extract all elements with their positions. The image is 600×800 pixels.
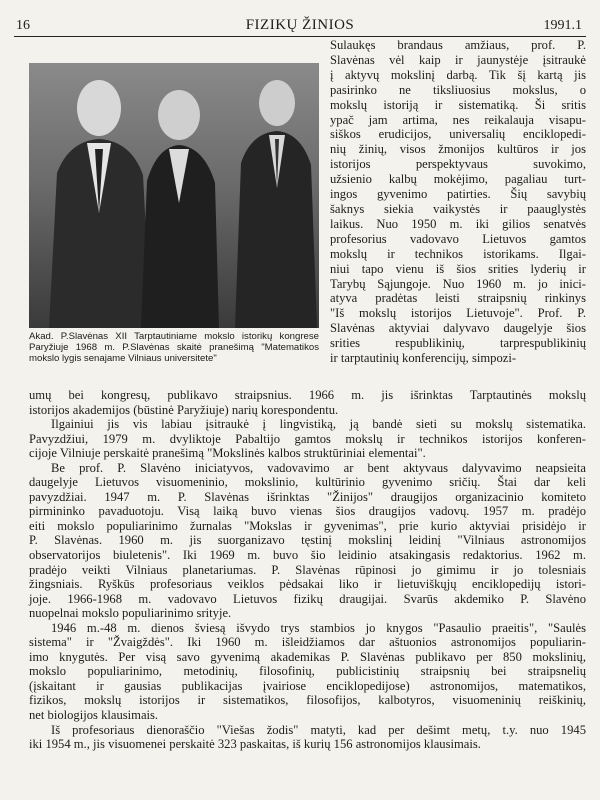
text-line: umų bei kongresų, publikavo straipsnius. 1966 m. jis išrinktas Tarptautinės mokslų	[29, 388, 586, 402]
text-line: į aktyvų mokslinį darbą. Tik šį kartą jis	[330, 67, 586, 82]
text-line: P. Slavėnas. 1960 m. jis suorganizavo tęstinį mokslinį leidinį "Vilniaus astronomijos	[29, 533, 586, 548]
text-line: pradėjo veikti Vilniaus planetariumas. P. Slavėnas rūpinosi jo gimimu ir jo tolesniais	[29, 562, 586, 577]
text-line: niui tapo vienu iš šios srities lyderių ir	[330, 261, 586, 276]
text-line: istorijos akademijos (būstinė Paryžiuje) narių korespondentu.	[29, 402, 339, 417]
body-text	[29, 388, 586, 752]
text-line: laikus. Nuo 1950 m. iki gilios senatvės	[330, 216, 586, 231]
text-line: Pavyzdžiui, 1979 m. dvyliktoje Pabaltijo gamtos mokslų ir technikos istorijos konferen-	[29, 431, 586, 446]
text-line: eiti mokslo populiarinimo žurnalas "Mokslas ir gyvenimas", prie kurio aktyviai prisidėjo ir	[29, 518, 586, 533]
text-line: pavyzdžiai. 1947 m. P. Slavėnas išrinktas "Žinijos" draugijos organizacinio komiteto	[29, 489, 586, 504]
text-line: siškos erudicijos, universalių enciklopedi-	[330, 127, 586, 142]
text-line: Slavėnas vėl kaip ir jaunystėje įsitraukė	[330, 52, 586, 67]
text-line: pasirinko ne tiksliuosius mokslus, o	[330, 82, 586, 97]
text-line: Slavėnas aktyviai dalyvavo daugelyje šios	[330, 321, 586, 336]
text-line: sistema" ir "Žvaigždės". Iki 1960 m. išleidžiamos dar aštuonios astronomijos populiarin-	[29, 635, 586, 650]
text-line: nių žinių, visos žmonijos kultūros ir jos	[330, 142, 586, 157]
text-line: fizikos, mokslų istorijos ir sistematikos, filosofijos, kalbotyros, visuomeninių reiškinių,	[29, 693, 586, 708]
photo-illustration	[29, 63, 319, 328]
text-line: šaknys siekia vaikystės ir paauglystės	[330, 201, 586, 216]
text-line: mokslų istoriją ir sistematiką. Ši sritis	[330, 97, 586, 112]
page-number: 16	[16, 18, 30, 33]
text-line: 1946 m.-48 m. dienos šviesą išvydo trys stambios jo knygos "Pasaulio praeitis", "Saulės	[51, 620, 586, 635]
text-line: Sulaukęs brandaus amžiaus, prof. P.	[330, 38, 586, 52]
right-column-text	[330, 38, 586, 366]
issue-number: 1991.1	[543, 18, 582, 33]
text-line: joje. 1966-1968 m. vadovavo Lietuvos fizikų draugijai. Svarūs akdemiko P. Slavėno	[29, 591, 586, 606]
page-header	[14, 16, 586, 37]
text-line: net biologijos klausimais.	[29, 708, 159, 723]
photo-caption: Akad. P.Slavėnas XII Tarptautiniame mokslo istorikų kongrese Paryžiuje 1968 m. P.Slavėnas skaitė pranešimą "Matematikos mokslo lygis senajame Vilniaus universitete"	[29, 331, 319, 364]
text-line: Iš profesoriaus dienoraščio "Viešas žodis" matyti, kad per dešimt metų, t.y. nuo 1945	[51, 722, 586, 737]
text-line: imo knygutės. Per visą savo gyvenimą akademikas P. Slavėnas publikavo per 850 mokslinių,	[29, 649, 586, 664]
text-line: iki 1954 m., jis visuomenei perskaitė 323 paskaitas, iš kurių 156 astronomijos klausimais.	[29, 737, 481, 752]
text-line: (įskaitant ir gausias publikacijas įvairiose enciklopedijose) astronomijos, matematikos,	[29, 678, 586, 693]
text-line: nuopelnai mokslo populiarinimo srityje.	[29, 606, 232, 621]
text-line: atyva pradėtas leisti straipsnių rinkinys	[330, 291, 586, 306]
text-line: ypač jam artima, nes reikalauja visapu-	[330, 112, 586, 127]
text-line: užsienio kalbų mokėjimo, pagaliau turt-	[330, 172, 586, 187]
text-line: Ilgainiui jis vis labiau įsitraukė į lingvistiką, ją bandė sieti su mokslų sistematika.	[51, 417, 586, 432]
journal-title: FIZIKŲ ŽINIOS	[245, 17, 355, 33]
text-line: observatorijos biuletenis". Iki 1969 m. buvo šio leidinio atsakingasis redaktorius. 1962 m.	[29, 548, 586, 563]
text-line: istorijos perspektyvaus suvokimo,	[330, 157, 586, 172]
text-line: Be prof. P. Slavėno iniciatyvos, vadovavimo ar bent aktyvaus dalyvavimo neapsieita	[51, 460, 586, 475]
text-line: cijoje Vilniuje perskaitė pranešimą "Mokslinės kalbos struktūriniai elementai".	[29, 446, 426, 461]
text-line: profesorius vadovavo Lietuvos gamtos	[330, 231, 586, 246]
text-line: ingos gyvenimo patirties. Šių savybių	[330, 187, 586, 202]
text-line: daugelyje Lietuvos visuomeninio, mokslinio, kultūrinio gyvenimo sričių. Štai dar keli	[29, 475, 586, 490]
text-line: srities respublikinių, tarprespublikinių	[330, 336, 586, 351]
text-line: žingsniais. Ryškūs profesoriaus veiklos pėdsakai liko ir lietuviškųjų enciklopedijų istori-	[29, 577, 586, 592]
text-line: ir tarptautinių konferencijų, simpozi-	[330, 351, 517, 366]
text-line: pirmininko pavaduotoju. Visą laiką buvo vienas šios draugijos vadovų. 1957 m. pradėjo	[29, 504, 586, 519]
text-line: "Iš mokslų istorijos Lietuvoje". Prof. P.	[330, 306, 586, 321]
text-line: mokslų ir technikos istorikams. Ilgai-	[330, 246, 586, 261]
text-line: mokslo populiarinimo, metodinių, filosofinių, publicistinių straipsnių bei straipsnelių	[29, 664, 586, 679]
text-line: Tarybų Sąjungoje. Nuo 1960 m. jo inici-	[330, 276, 586, 291]
photograph	[29, 63, 319, 328]
